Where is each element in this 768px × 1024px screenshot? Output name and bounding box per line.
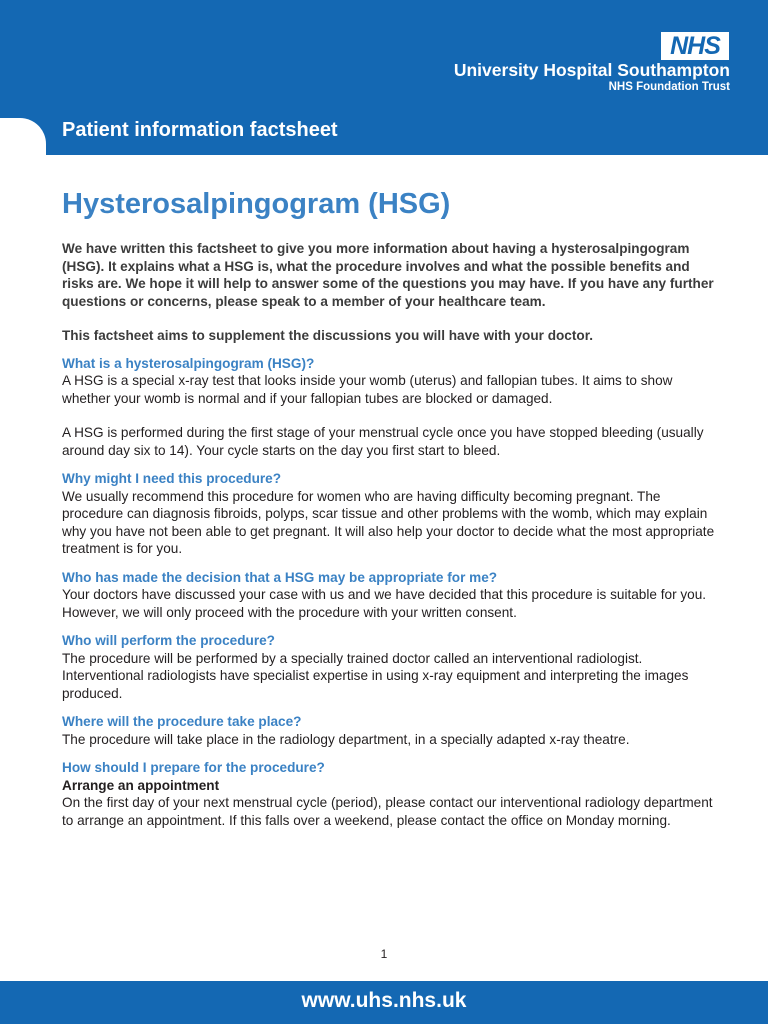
section-heading: Who has made the decision that a HSG may be appropriate for me?: [62, 569, 498, 585]
section-paragraph: The procedure will take place in the radiology department, in a specially adapted x-ray theatre.: [62, 731, 630, 747]
intro-paragraph: We have written this factsheet to give you more information about having a hysterosalpingogram (HSG). It explains what a HSG is, what the procedure involves and what the possible benefits and risks are. We hope it will help to answer some of the questions you may have. If you have any further questions or concerns, please speak to a member of your healthcare team.: [62, 241, 714, 309]
section-paragraph: We usually recommend this procedure for women who are having difficulty becoming pregnant. The procedure can diagnosis fibroids, polyps, scar tissue and other problems with the womb, which may explain why you have not been able to get pregnant. It will also help your doctor to decide what the most appropriate treatment is for you.: [62, 488, 715, 556]
section-heading: What is a hysterosalpingogram (HSG)?: [62, 355, 315, 371]
section-paragraph: A HSG is a special x-ray test that looks inside your womb (uterus) and fallopian tubes. It aims to show whether your womb is normal and if your fallopian tubes are blocked or damaged.: [62, 373, 673, 406]
section-paragraph: On the first day of your next menstrual cycle (period), please contact our interventional radiology department to arrange an appointment. If this falls over a weekend, please contact the office on Monday morning.: [62, 795, 713, 828]
factsheet-label: Patient information factsheet: [62, 119, 338, 141]
section-paragraph: Your doctors have discussed your case with us and we have decided that this procedure is suitable for you. However, we will only proceed with the procedure with your written consent.: [62, 587, 707, 620]
intro-paragraph: This factsheet aims to supplement the discussions you will have with your doctor.: [62, 328, 594, 343]
section-paragraph: A HSG is performed during the first stage of your menstrual cycle once you have stopped bleeding (usually around day six to 14). Your cycle starts on the day you first start to bleed.: [62, 425, 704, 458]
trust-subtitle: NHS Foundation Trust: [608, 81, 730, 93]
trust-name: University Hospital Southampton: [453, 60, 730, 80]
section-heading: Why might I need this procedure?: [62, 471, 282, 486]
page-number: 1: [380, 947, 388, 961]
page-title: Hysterosalpingogram (HSG): [62, 188, 451, 220]
section-heading: Who will perform the procedure?: [62, 633, 275, 648]
website-link[interactable]: www.uhs.nhs.uk: [301, 989, 467, 1012]
nhs-logo: NHS: [661, 32, 729, 60]
document-body: [62, 240, 722, 829]
section-subheading: Arrange an appointment: [62, 777, 220, 793]
section-heading: Where will the procedure take place?: [62, 714, 302, 729]
section-heading: How should I prepare for the procedure?: [62, 760, 325, 775]
section-paragraph: The procedure will be performed by a specially trained doctor called an interventional radiologist. Interventional radiologists have specialist expertise in using x-ray equipment and interpreting the images produced.: [62, 650, 689, 701]
footer-band: [0, 981, 768, 1024]
